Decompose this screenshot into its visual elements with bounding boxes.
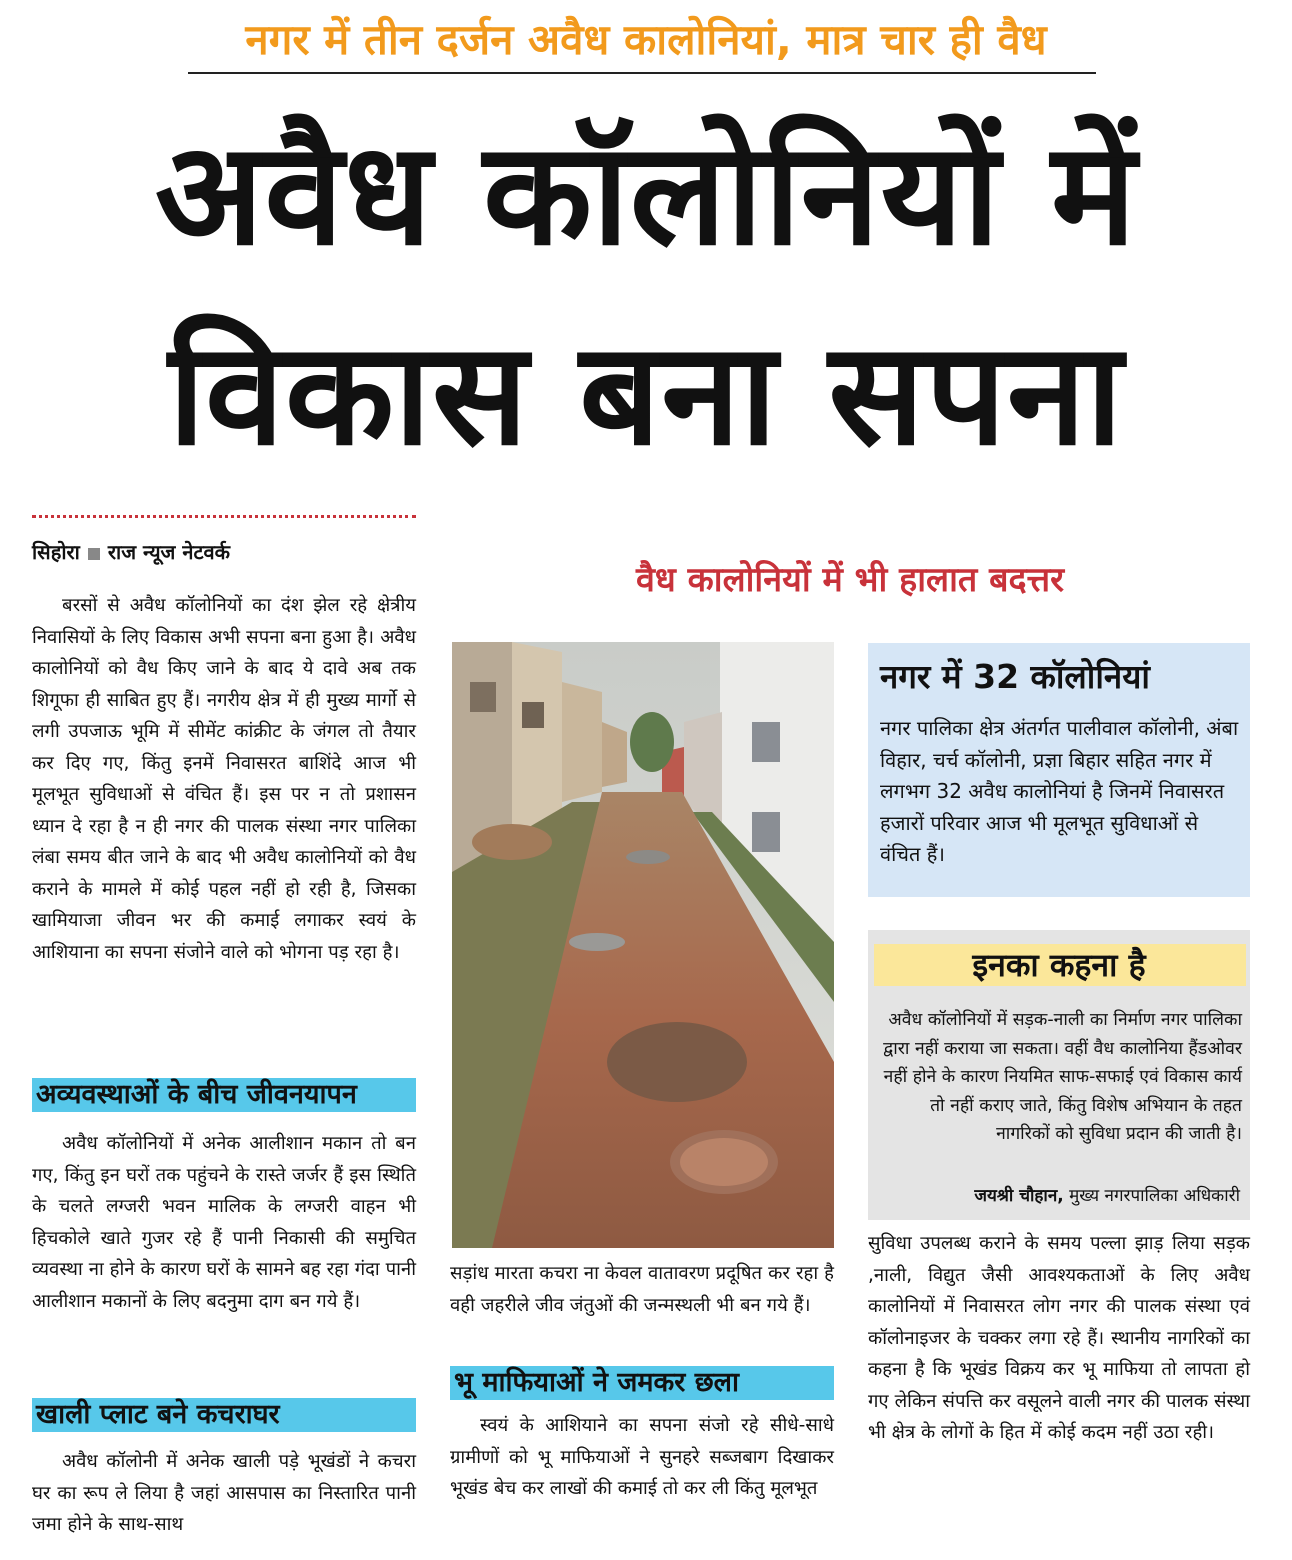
quote-author-role: मुख्य नगरपालिका अधिकारी bbox=[1069, 1186, 1240, 1206]
quote-attribution bbox=[974, 1184, 1240, 1208]
dateline-agency: राज न्यूज नेटवर्क bbox=[107, 540, 231, 564]
column1-section1 bbox=[32, 1128, 416, 1317]
column2-section3 bbox=[450, 1410, 834, 1505]
subheadline: वैध कालोनियों में भी हालात बदत्तर bbox=[636, 560, 1064, 600]
section-title-land-mafia: भू माफियाओं ने जमकर छला bbox=[450, 1366, 834, 1400]
quote-box-text: अवैध कॉलोनियों में सड़क-नाली का निर्माण नगर पालिका द्वारा नहीं कराया जा सकता। वहीं वैध कालोनिया हैंडओवर नहीं होने के कारण नियमित साफ-सफाई एवं विकास कार्य तो नहीं कराए जाते, किंतु विशेष अभियान के तहत नागरिकों को सुविधा प्रदान की जाती है। bbox=[883, 1010, 1242, 1144]
column3-paragraph: सुविधा उपलब्ध कराने के समय पल्ला झाड़ लिया सड़क ,नाली, विद्युत जैसी आवश्यकताओं के लिए अवैध कालोनियों में निवासरत लोग नगर की पालक संस्था एवं कॉलोनाइजर के चक्कर लगा रहे हैं। स्थानीय नागरिकों का कहना है कि भूखंड विक्रय कर भू माफिया तो लापता हो गए लेकिन संपत्ति कर वसूलने वाली नगर की पालक संस्था भी क्षेत्र के लोगों के हित में कोई कदम नहीं उठा रही। bbox=[868, 1233, 1250, 1443]
column2-continued-paragraph: सड़ांध मारता कचरा ना केवल वातावरण प्रदूषित कर रहा है वही जहरीले जीव जंतुओं की जन्मस्थली भी बन गये हैं। bbox=[450, 1263, 834, 1316]
section3-paragraph: स्वयं के आशियाने का सपना संजो रहे सीधे-साधे ग्रामीणों को भू माफियाओं ने सुनहरे सब्जबाग दिखाकर भूखंड बेच कर लाखों की कमाई तो कर ली किंतु मूलभूत bbox=[450, 1415, 834, 1499]
dotted-divider bbox=[32, 515, 416, 518]
section2-paragraph: अवैध कॉलोनी में अनेक खाली पड़े भूखंडों ने कचरा घर का रूप ले लिया है जहां आसपास का निस्तारित पानी जमा होने के साथ-साथ bbox=[32, 1451, 416, 1535]
headline-line-1: अवैध कॉलोनियों में bbox=[154, 112, 1138, 277]
quote-box bbox=[868, 930, 1250, 1220]
column1-section2 bbox=[32, 1446, 416, 1541]
square-bullet-icon bbox=[88, 548, 100, 560]
headline-line-2: विकास बना सपना bbox=[168, 312, 1124, 477]
section-title-empty-plots: खाली प्लाट बने कचराघर bbox=[32, 1398, 416, 1432]
column2-continued bbox=[450, 1258, 834, 1321]
column1-intro bbox=[32, 590, 416, 968]
kicker-underline bbox=[188, 72, 1096, 74]
section-title-living-amid-chaos: अव्यवस्थाओं के बीच जीवनयापन bbox=[32, 1078, 416, 1112]
kicker-headline: नगर में तीन दर्जन अवैध कालोनियां, मात्र चार ही वैध bbox=[245, 15, 1047, 64]
info-box-text: नगर पालिका क्षेत्र अंतर्गत पालीवाल कॉलोनी, अंबा विहार, चर्च कॉलोनी, प्रज्ञा बिहार सहित नगर में लगभग 32 अवैध कालोनियां है जिनमें निवासरत हजारों परिवार आज भी मूलभूत सुविधाओं से वंचित हैं। bbox=[880, 716, 1239, 866]
dateline bbox=[32, 538, 230, 565]
dateline-place: सिहोरा bbox=[32, 540, 80, 564]
info-box-title: नगर में 32 कॉलोनियां bbox=[880, 657, 1150, 696]
info-box-32-colonies bbox=[868, 643, 1250, 897]
quote-box-title: इनका कहना है bbox=[972, 946, 1146, 984]
column3-continued bbox=[868, 1228, 1250, 1449]
section1-paragraph: अवैध कॉलोनियों में अनेक आलीशान मकान तो बन गए, किंतु इन घरों तक पहुंचने के रास्ते जर्जर हैं इस स्थिति के चलते लग्जरी भवन मालिक के लग्जरी वाहन भी हिचकोले खाते गुजर रहे हैं पानी निकासी की समुचित व्यवस्था ना होने के कारण घरों के सामने बह रहा गंदा पानी आलीशान मकानों के लिए बदनुमा दाग बन गये हैं। bbox=[32, 1133, 416, 1312]
news-photo-muddy-lane bbox=[452, 642, 834, 1248]
quote-author-name: जयश्री चौहान, bbox=[974, 1186, 1064, 1206]
intro-paragraph: बरसों से अवैध कॉलोनियों का दंश झेल रहे क्षेत्रीय निवासियों के लिए विकास अभी सपना बना हुआ है। अवैध कालोनियों को वैध किए जाने के बाद ये दावे अब तक शिगूफा ही साबित हुए हैं। नगरीय क्षेत्र में ही मुख्य मार्गो से लगी उपजाऊ भूमि में सीमेंट कांक्रीट के जंगल तो तैयार कर दिए गए, किंतु इनमें निवासरत बाशिंदे आज भी मूलभूत सुविधाओं से वंचित हैं। इस पर न तो प्रशासन ध्यान दे रहा है न ही नगर की पालक संस्था नगर पालिका लंबा समय बीत जाने के बाद भी अवैध कालोनियों को वैध कराने के मामले में कोई पहल नहीं हो रही है, जिसका खामियाजा जीवन भर की कमाई लगाकर स्वयं के आशियाना का सपना संजोने वाले को भोगना पड़ रहा है। bbox=[32, 595, 416, 963]
